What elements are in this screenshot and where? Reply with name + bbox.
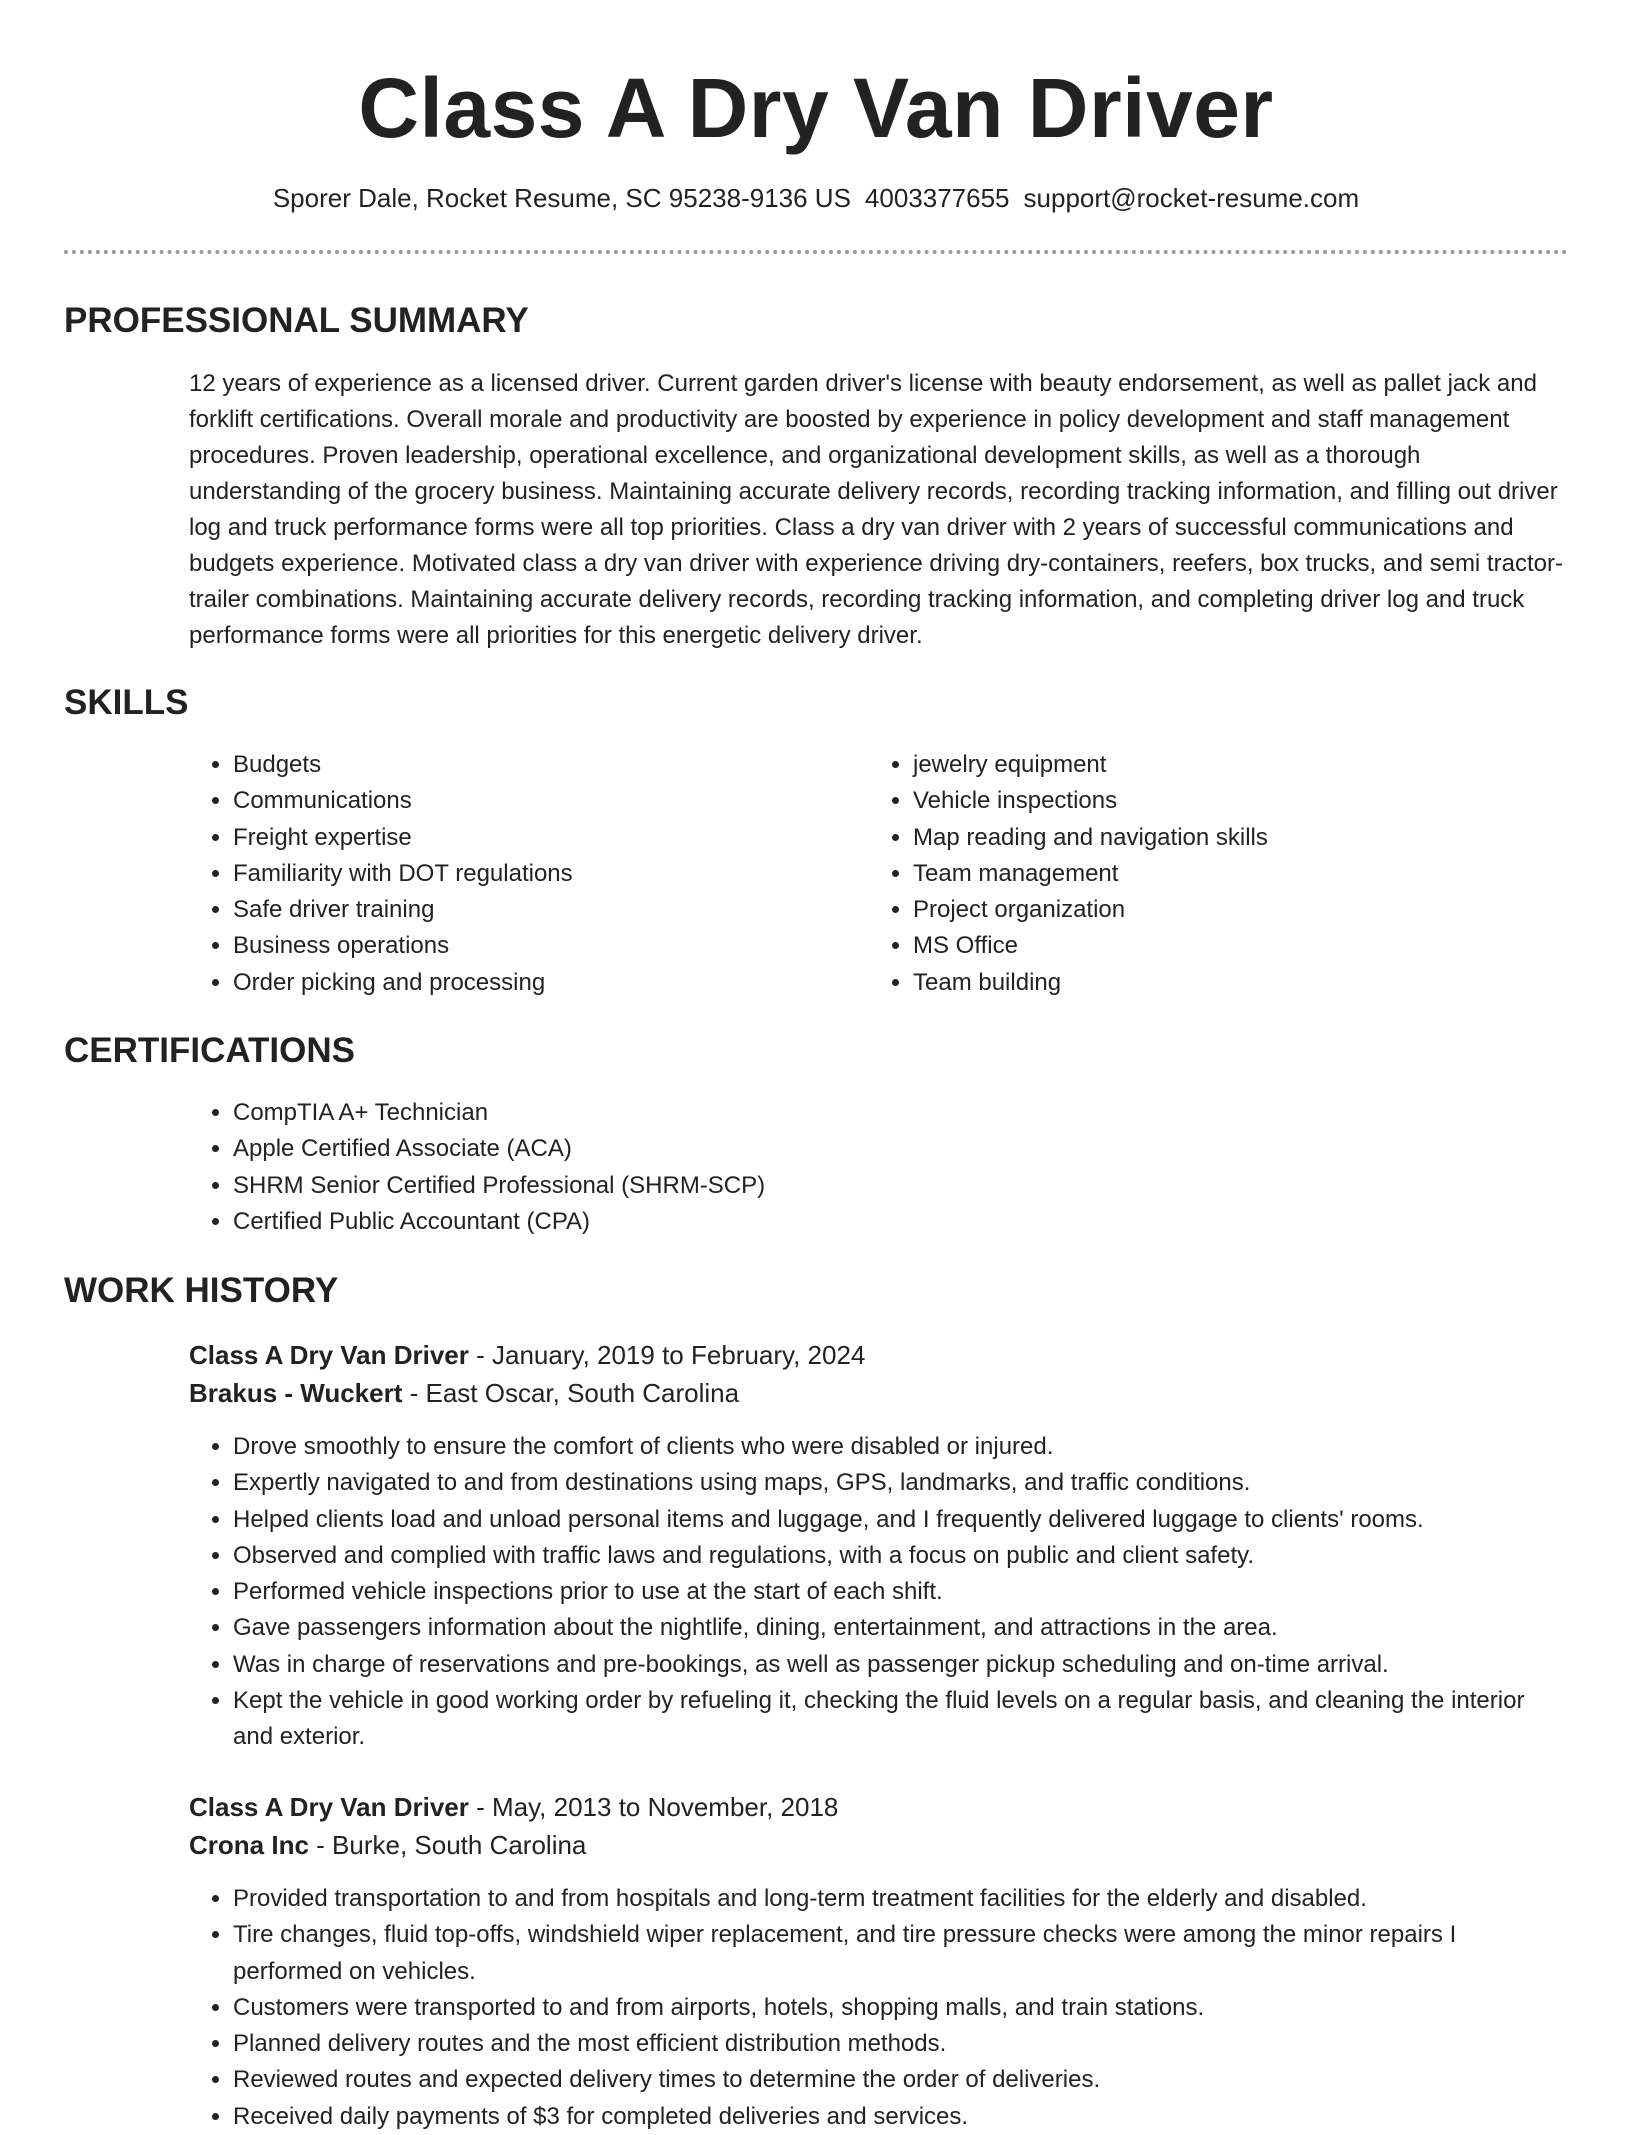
skills-list-right — [869, 747, 1509, 1001]
job-duty-item: • Received daily payments of $3 for completed deliveries and services. — [233, 2099, 1569, 2135]
job-location: - East Oscar, South Carolina — [402, 1378, 740, 1408]
skill-item: • Vehicle inspections — [913, 783, 1509, 819]
job-duty-item: • Provided transportation to and from hospitals and long-term treatment facilities for the elderly and disabled. — [233, 1881, 1569, 1917]
skill-item: • Team management — [913, 856, 1509, 892]
job-duty-item: • Gave passengers information about the nightlife, dining, entertainment, and attractions in the area. — [233, 1610, 1569, 1646]
job-duty-item: • Planned delivery routes and the most efficient distribution methods. — [233, 2026, 1569, 2062]
skill-item: • Familiarity with DOT regulations — [233, 856, 829, 892]
skills-column-left — [189, 747, 829, 1001]
certification-item: • Certified Public Accountant (CPA) — [233, 1204, 1189, 1240]
job-duty-item: • Drove smoothly to ensure the comfort of clients who were disabled or injured. — [233, 1429, 1569, 1465]
skills-column-right — [869, 747, 1509, 1001]
contact-address: Sporer Dale, Rocket Resume, SC 95238-9136 US — [272, 183, 851, 213]
skills-heading: SKILLS — [64, 683, 189, 722]
certifications-heading: CERTIFICATIONS — [64, 1031, 356, 1070]
job-duty-item: • Kept the vehicle in good working order by refueling it, checking the fluid levels on a regular basis, and cleaning the interior and exterior. — [233, 1683, 1569, 1756]
work-history-heading: WORK HISTORY — [64, 1271, 339, 1310]
job-company: Crona Inc — [189, 1830, 309, 1860]
job-duty-item: • Reviewed routes and expected delivery times to determine the order of deliveries. — [233, 2062, 1569, 2098]
skills-list-left — [189, 747, 829, 1001]
job-dates: - January, 2019 to February, 2024 — [468, 1340, 866, 1370]
job-dates: - May, 2013 to November, 2018 — [468, 1792, 839, 1822]
job-duties-list — [189, 1881, 1569, 2135]
certifications-block — [189, 1095, 1189, 1240]
job-title-line — [189, 1788, 838, 1826]
certification-item: • SHRM Senior Certified Professional (SHRM-SCP) — [233, 1168, 1189, 1204]
job-duties — [189, 1881, 1569, 2135]
skill-item: • Communications — [233, 783, 829, 819]
contact-line — [0, 181, 1632, 215]
job-title: Class A Dry Van Driver — [189, 1792, 469, 1822]
job-location: - Burke, South Carolina — [308, 1830, 587, 1860]
job-company-line — [189, 1374, 739, 1412]
job-title-line — [189, 1336, 865, 1374]
job-company-line — [189, 1826, 586, 1864]
job-duty-item: • Performed vehicle inspections prior to use at the start of each shift. — [233, 1574, 1569, 1610]
skill-item: • Team building — [913, 965, 1509, 1001]
job-duty-item: • Customers were transported to and from airports, hotels, shopping malls, and train stations. — [233, 1990, 1569, 2026]
contact-phone: 4003377655 — [864, 183, 1010, 213]
skill-item: • Freight expertise — [233, 820, 829, 856]
certification-item: • Apple Certified Associate (ACA) — [233, 1131, 1189, 1167]
job-duty-item: • Expertly navigated to and from destinations using maps, GPS, landmarks, and traffic conditions. — [233, 1465, 1569, 1501]
job-duty-item: • Observed and complied with traffic laws and regulations, with a focus on public and client safety. — [233, 1538, 1569, 1574]
summary-heading: PROFESSIONAL SUMMARY — [64, 301, 529, 340]
job-duty-item: • Was in charge of reservations and pre-bookings, as well as passenger pickup scheduling and on-time arrival. — [233, 1647, 1569, 1683]
contact-email: support@rocket-resume.com — [1023, 183, 1360, 213]
job-duties — [189, 1429, 1569, 1756]
resume-name-title: Class A Dry Van Driver — [358, 61, 1274, 155]
skill-item: • jewelry equipment — [913, 747, 1509, 783]
skill-item: • MS Office — [913, 928, 1509, 964]
job-duties-list — [189, 1429, 1569, 1756]
summary-text: 12 years of experience as a licensed driver. Current garden driver's license with beauty endorsement, as well as pallet jack and forklift certifications. Overall morale and productivity are boosted by experience in policy development and staff management procedures. Proven leadership, operational excellence, and organizational development skills, as well as a thorough understanding of the grocery business. Maintaining accurate delivery records, recording tracking information, and filling out driver log and truck performance forms were all top priorities. Class a dry van driver with 2 years of successful communications and budgets experience. Motivated class a dry van driver with experience driving dry-containers, reefers, box trucks, and semi tractor-trailer combinations. Maintaining accurate delivery records, recording tracking information, and completing driver log and truck performance forms were all priorities for this energetic delivery driver. — [189, 370, 1563, 649]
skill-item: • Order picking and processing — [233, 965, 829, 1001]
job-company: Brakus - Wuckert — [189, 1378, 403, 1408]
skill-item: • Map reading and navigation skills — [913, 820, 1509, 856]
job-duty-item: • Tire changes, fluid top-offs, windshield wiper replacement, and tire pressure checks were among the minor repairs I performed on vehicles. — [233, 1917, 1569, 1990]
certifications-list — [189, 1095, 1189, 1240]
job-duty-item: • Helped clients load and unload personal items and luggage, and I frequently delivered luggage to clients' rooms. — [233, 1502, 1569, 1538]
skill-item: • Budgets — [233, 747, 829, 783]
header-divider — [64, 250, 1568, 254]
skill-item: • Safe driver training — [233, 892, 829, 928]
certification-item: • CompTIA A+ Technician — [233, 1095, 1189, 1131]
skill-item: • Business operations — [233, 928, 829, 964]
skill-item: • Project organization — [913, 892, 1509, 928]
job-title: Class A Dry Van Driver — [189, 1340, 469, 1370]
